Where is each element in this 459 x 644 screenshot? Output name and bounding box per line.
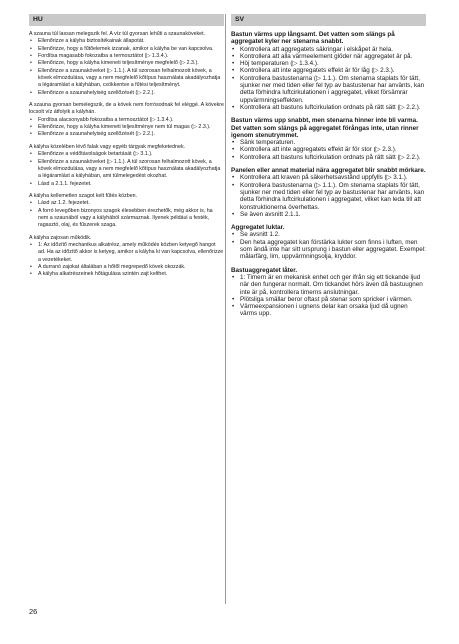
hu-bullet-item: • Lásd az 1.2. fejezetet. — [29, 200, 224, 207]
hu-bullet-list — [29, 200, 224, 229]
language-header-sv: SV — [231, 14, 426, 26]
hu-section — [29, 31, 224, 97]
sv-bullet-item: • Den heta aggregatet kan förstärka lukter som finns i luften, men som ändå inte har sitt ursprung i bastun eller aggregatet. Exempel: målarfärg, lim, uppvärmningsolja, kryddor. — [231, 239, 426, 261]
sv-bullet-item: • Plötsliga smällar beror oftast på stenar som spricker i värmen. — [231, 296, 426, 303]
hu-bullet-item: • Lásd a 2.1.1. fejezetet. — [29, 181, 224, 188]
hu-bullet-item: • Ellenőrizze, hogy a kályha kimeneti teljesítménye nem túl magas (▷ 2.3.). — [29, 124, 224, 131]
sv-bullet-item: • Kontrollera att alla värmeelement glöder när aggregatet är på. — [231, 53, 426, 60]
sv-bullet-item: • Se även avsnitt 2.1.1. — [231, 211, 426, 218]
sv-content — [231, 31, 426, 318]
hu-section-heading: A szauna túl lassan melegszik fel. A víz túl gyorsan lehűti a szaunaköveket. — [29, 31, 206, 37]
sv-bullet-item: • Kontrollera bastustenarna (▷ 1.1.). Om stenarna staplats för tätt, sjunker ner med tiden eller fel typ av bastustenar har använts, kan detta förhindra luftcirkulationen i aggregatet, vilket försämrar uppvärmningseffekten. — [231, 75, 426, 104]
sv-bullet-item: • Kontrollera att inte aggregatets effekt är för låg (▷ 2.3.). — [231, 67, 426, 74]
sv-bullet-item: • Kontrollera att bastuns luftcirkulation ordnats på rätt sätt (▷ 2.2.). — [231, 104, 426, 111]
column-sv — [231, 14, 426, 324]
sv-bullet-item: • Sänk temperaturen. — [231, 139, 426, 146]
hu-section-heading: A kályha közelében lévő falak vagy egyéb tárgyak megfeketednek. — [29, 143, 186, 150]
sv-bullet-item: • Kontrollera att aggregatets säkringar i elskåpet är hela. — [231, 46, 426, 53]
hu-bullet-item: • Ellenőrizze a védőtávolságok betartását (▷ 3.1.). — [29, 151, 224, 158]
sv-section-heading: Bastun värms upp snabbt, men stenarna hinner inte bli varma. Det vatten som slängs på aggregatet förångas inte, utan rinner igenom stenutrymmet. — [231, 117, 419, 139]
sv-bullet-item: • Höj temperaturen (▷ 1.3.4.). — [231, 60, 426, 67]
hu-bullet-item: • Ellenőrizze a kályha biztosítékainak állapotát. — [29, 38, 224, 45]
hu-content — [29, 31, 224, 279]
sv-bullet-list — [231, 46, 426, 112]
page-number: 26 — [29, 607, 38, 616]
sv-section-heading: Bastuaggregatet låter. — [231, 266, 298, 274]
sv-bullet-list — [231, 274, 426, 318]
hu-bullet-list — [29, 117, 224, 139]
hu-bullet-list — [29, 38, 224, 97]
sv-bullet-list — [231, 231, 426, 260]
hu-bullet-item: • Fordítsa magasabb fokozatba a termosztátot (▷ 1.3.4.). — [29, 53, 224, 60]
sv-section — [231, 117, 426, 161]
column-divider — [225, 14, 226, 604]
sv-bullet-list — [231, 139, 426, 161]
hu-section — [29, 144, 224, 188]
hu-bullet-item: • A kályha alkatrészeinek hőtágulása szintén zajt kelthet. — [29, 271, 224, 278]
sv-section — [231, 31, 426, 111]
sv-bullet-item: • Kontrollera att bastuns luftcirkulation ordnats på rätt sätt (▷ 2.2.). — [231, 154, 426, 161]
hu-bullet-item: • Ellenőrizze a szaunaköveket (▷ 1.1.). A túl szorosan felhalmozott kövek, a kövek elmozdulása, vagy a nem megfelelő kőtípus használata akadályozhatja a légáramlást a kályhában, csökkentve a fűtési teljesítményt. — [29, 68, 224, 90]
sv-bullet-item: • Kontrollera bastustenarna (▷ 1.1.). Om stenarna staplats för tätt, sjunker ner med tiden eller fel typ av bastustenar har använts, kan detta förhindra luftcirkulationen i aggregatet, vilket kan leda till att konstruktionerna överhettas. — [231, 182, 426, 211]
hu-bullet-item: • Fordítsa alacsonyabb fokozatba a termosztátot (▷ 1.3.4.). — [29, 117, 224, 124]
sv-section-heading: Panelen eller annat material nära aggregatet blir snabbt mörkare. — [231, 167, 426, 175]
hu-bullet-item: • Ellenőrizze, hogy a kályha kimeneti teljesítménye megfelelő (▷ 2.3.). — [29, 60, 224, 67]
sv-section — [231, 267, 426, 318]
hu-bullet-item: • Ellenőrizze, hogy a fűtőelemek izzanak, amikor a kályha be van kapcsolva. — [29, 46, 224, 53]
hu-bullet-item: • 1: Az időzítő mechanikus alkatrész, amely működés közben ketyegő hangot ad. Ha az időzítő akkor is ketyeg, amikor a kályha ki van kapcsolva, ellenőrizze a vezetékeket. — [29, 242, 224, 264]
hu-bullet-list — [29, 242, 224, 279]
hu-section-heading: A szauna gyorsan bemelegszik, de a kövek nem forrósodnak fel eléggé. A kövekre locsolt víz átfolyik a kályhán. — [29, 102, 224, 116]
sv-bullet-item: • 1: Timern är en mekanisk enhet och ger ifrån sig ett tickande ljud när den fungerar normalt. Om tickandet hörs även då bastuugnen inte är på, kontrollera timerns anslutningar. — [231, 274, 426, 296]
sv-bullet-list — [231, 174, 426, 218]
sv-section — [231, 224, 426, 260]
sv-section-heading: Bastun värms upp långsamt. Det vatten som slängs på aggregatet kyler ner stenarna snabbt. — [231, 31, 395, 46]
hu-section-heading: A kályha zajosan működik. — [29, 234, 92, 241]
hu-bullet-item: • A durranó zajokat általában a hőtől megrepedő kövek okozzák. — [29, 264, 224, 271]
column-hu — [29, 14, 224, 284]
language-header-hu: HU — [29, 14, 224, 26]
hu-section-heading: A kályha kellemetlen szagot kelt fűtés közben. — [29, 192, 138, 199]
hu-bullet-list — [29, 151, 224, 188]
hu-bullet-item: • Ellenőrizze a szaunahelyiség szellőzését (▷ 2.2.). — [29, 131, 224, 138]
sv-bullet-item: • Kontrollera att inte aggregatets effekt är för stor (▷ 2.3.). — [231, 146, 426, 153]
sv-bullet-item: • Kontrollera att kraven på säkerhetsavstånd uppfylls (▷ 3.1.). — [231, 174, 426, 181]
sv-section — [231, 167, 426, 218]
sv-section-heading: Aggregatet luktar. — [231, 224, 285, 232]
hu-section — [29, 102, 224, 139]
hu-bullet-item: • A forró levegőben bizonyos szagok élesebben érezhetők, még akkor is, ha nem a szaunából vagy a kályhából származnak. Ilyenek például a festék, ragasztó, olaj, és fűszerek szaga. — [29, 208, 224, 230]
hu-bullet-item: • Ellenőrizze a szaunahelyiség szellőzését (▷ 2.2.). — [29, 90, 224, 97]
hu-section — [29, 193, 224, 230]
sv-bullet-item: • Se avsnitt 1.2. — [231, 231, 426, 238]
hu-bullet-item: • Ellenőrizze a szaunaköveket (▷ 1.1.). A túl szorosan felhalmozott kövek, a kövek elmozdulása, vagy a nem megfelelő kőtípus használata akadályozhatja a légáramlást a kályhában, ami túlmelegedést okozhat. — [29, 159, 224, 181]
sv-bullet-item: • Värmeexpansionen i ugnens delar kan orsaka ljud då ugnen värms upp. — [231, 303, 426, 318]
hu-section — [29, 235, 224, 279]
